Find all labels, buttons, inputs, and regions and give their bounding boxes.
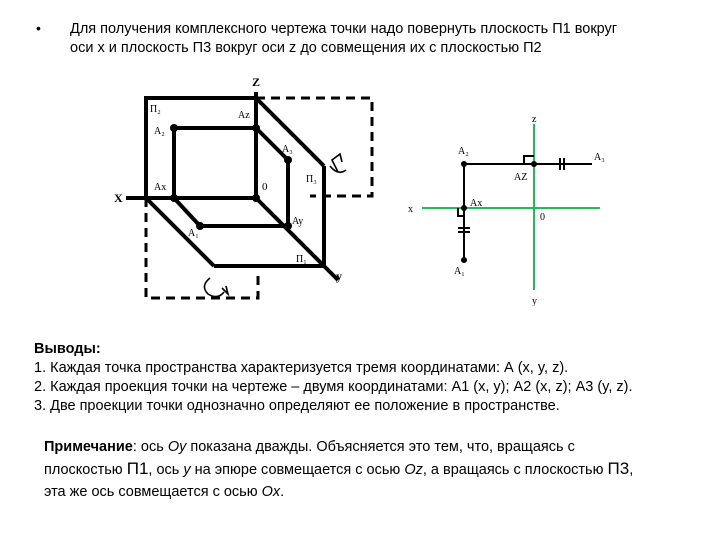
label-x: X [114,191,123,205]
conclusions-title: Выводы: [34,341,101,357]
note-text-4: на эпюре совмещается с осью [190,462,405,478]
epure-point-a1 [461,257,467,263]
epure-label-z: z [532,114,537,125]
epure-label-az: AZ [514,172,528,183]
conclusion-item-2: 2. Каждая проекция точки на чертеже – двумя координатами: А1 (x, y); А2 (x, z); А3 (y, z). [34,379,633,395]
point-az [252,124,260,132]
note-p1: П1 [126,459,149,478]
epure-label-a1: A₁ [454,266,465,277]
rotation-arrow-pi1-icon [204,278,228,297]
rotation-arrow-pi3-icon [330,154,346,172]
label-az: Az [238,110,250,121]
pi1-front-edge [146,198,214,266]
epure-point-a2 [461,161,467,167]
label-y: у [336,269,342,283]
note-oz: Oz [404,462,423,478]
label-a2: A₂ [154,126,165,137]
epure-label-a3: A₃ [594,152,605,163]
label-a1: A₁ [188,228,199,239]
note-text-5: , а вращаясь с плоскостью [422,462,608,478]
point-ay [284,222,292,230]
conclusion-item-3: 3. Две проекции точки однозначно определяют ее положение в пространстве. [34,398,560,414]
epure-label-x: x [408,204,413,215]
label-pi1: П₁ [296,254,307,265]
note-y: y [183,462,191,478]
epure-diagram [400,110,610,306]
pi3-top-edge [256,98,324,166]
conclusions-block [34,340,710,416]
note-text-2: показана дважды. Объясняется это тем, что, вращаясь с плоскостью [44,439,575,478]
label-ay: Ay [292,216,304,227]
point-zero [252,194,260,202]
conclusion-item-1: 1. Каждая точка пространства характеризуется тремя координатами: А (x, y, z). [34,360,569,376]
note-text-1: : ось [132,439,168,455]
intro-line-1: Для получения комплексного чертежа точки надо повернуть плоскость П1 вокруг [70,21,618,37]
bullet-marker: • [36,20,41,36]
note-text-6: , эта же ось совмещается с осью [44,462,634,500]
note-p3: П3 [607,459,630,478]
label-zero: 0 [262,181,268,193]
epure-label-y: у [532,296,537,306]
label-a3: A₃ [282,144,293,155]
spatial-projection-diagram [110,74,390,306]
note-text-7: . [280,484,285,500]
note-ox: Ox [261,484,281,500]
note-label: Примечание [44,439,133,455]
point-a2 [170,124,178,132]
epure-label-a2: A₂ [458,146,469,157]
point-a3 [284,156,292,164]
label-z: Z [252,75,261,89]
epure-point-az [531,161,537,167]
note-oy: Oy [167,439,187,455]
label-ax: Ax [154,182,167,193]
note-text-3: , ось [148,462,184,478]
ax-to-a1 [174,198,200,226]
epure-label-ax: Ax [470,198,483,209]
note-block [44,436,656,503]
intro-text [70,20,690,58]
epure-point-ax [461,205,467,211]
label-pi2: П₂ [150,104,161,115]
point-ax [170,194,178,202]
label-pi3: П₃ [306,174,317,185]
intro-line-2: оси x и плоскость П3 вокруг оси z до совмещения их с плоскостью П2 [70,40,542,56]
epure-label-zero: 0 [540,212,545,223]
